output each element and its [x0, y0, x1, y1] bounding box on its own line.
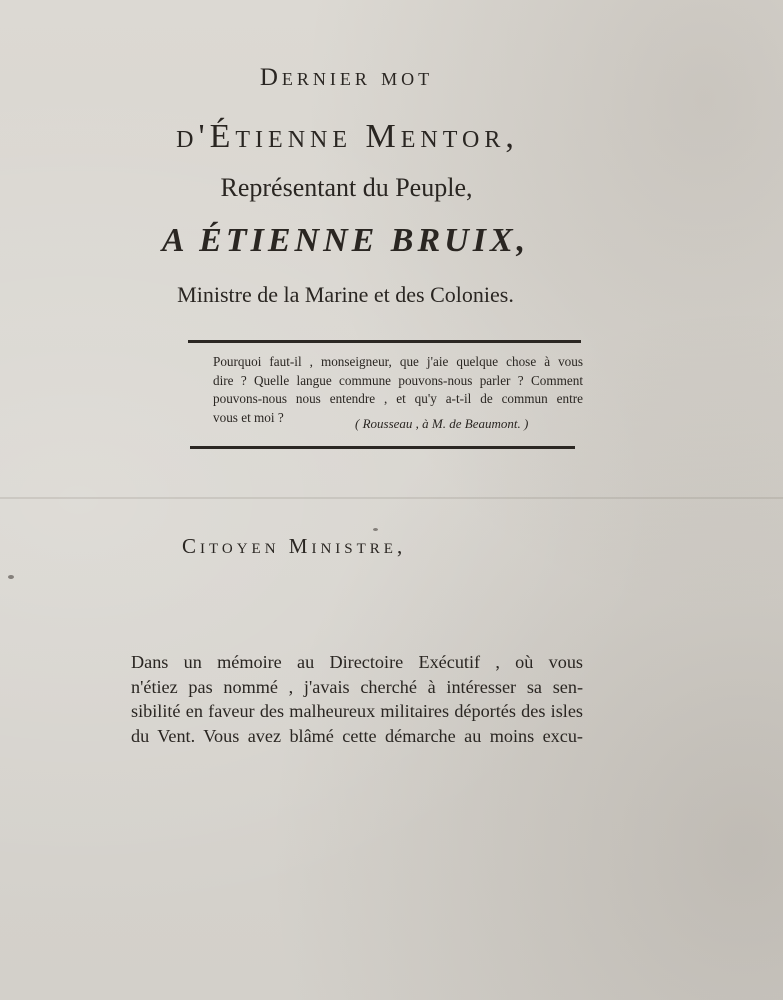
epigraph-line: vous et moi ?	[213, 409, 284, 425]
ink-spot	[373, 528, 378, 531]
title-line-4: A ÉTIENNE BRUIX,	[161, 222, 530, 259]
title-line-3: Représentant du Peuple,	[220, 173, 473, 202]
body-line: du Vent. Vous avez blâmé cette démarche au moins excu-	[131, 726, 583, 747]
body-line: sibilité en faveur des malheureux militaires déportés des isles	[131, 701, 583, 722]
epigraph-bottom-rule	[190, 446, 575, 449]
ink-spot	[8, 575, 14, 579]
body-line: n'étiez pas nommé , j'avais cherché à intéresser sa sen-	[131, 676, 583, 697]
body-text	[131, 650, 583, 749]
paper-fold-line	[0, 497, 783, 499]
epigraph-citation: ( Rousseau , à M. de Beaumont. )	[355, 416, 529, 431]
epigraph-line: dire ? Quelle langue commune pouvons-nous parler ? Comment	[213, 372, 583, 388]
body-line: Dans un mémoire au Directoire Exécutif , où vous	[131, 652, 583, 672]
title-line-1: Dernier mot	[259, 64, 434, 91]
salutation: Citoyen Ministre,	[182, 534, 407, 558]
title-line-2: d'Étienne Mentor,	[176, 118, 519, 155]
epigraph-line: Pourquoi faut-il , monseigneur, que j'aie quelque chose à vous	[213, 354, 583, 369]
epigraph-line: pouvons-nous nous entendre , et qu'y a-t-il de commun entre	[213, 391, 583, 406]
epigraph-top-rule	[188, 340, 581, 343]
title-line-5: Ministre de la Marine et des Colonies.	[177, 282, 514, 307]
